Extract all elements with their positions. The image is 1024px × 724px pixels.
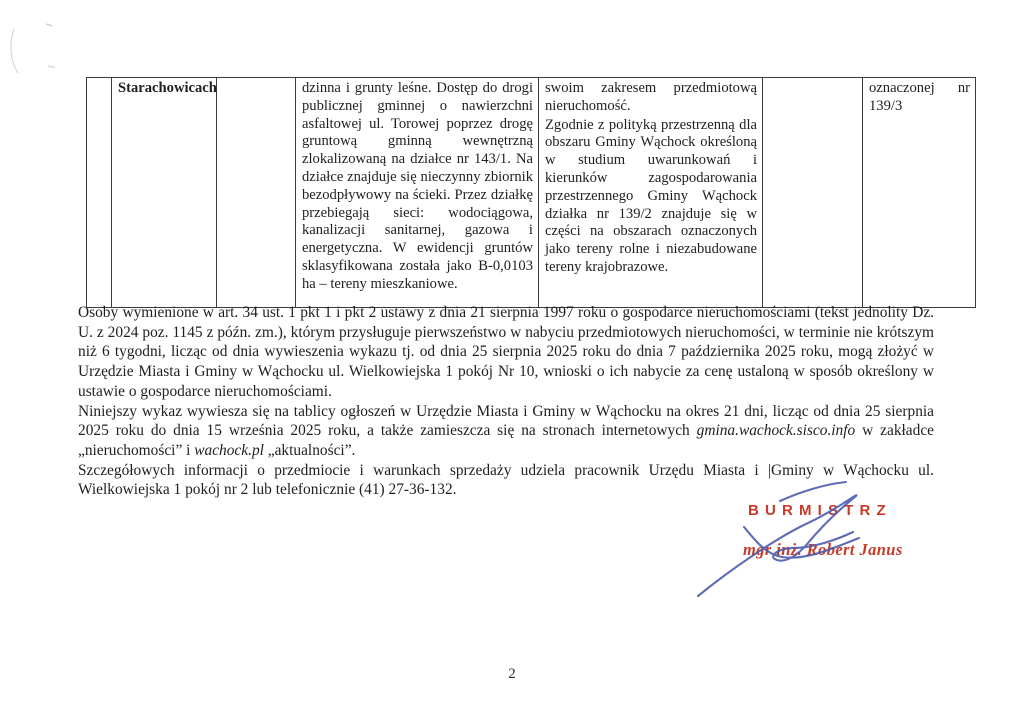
planning-info-part2: Zgodnie z polityką przestrzenną dla obszaru Gminy Wąchock określoną w studium uwarunkowań i kierunków zagospodarowania przestrzennego Gminy Wąchock działka nr 139/2 znajduje się w części na obszarach oznaczonych jako tereny rolne i niezabudowane tereny krajobrazowe. — [545, 116, 757, 275]
cell-locality: Starachowicach — [112, 78, 217, 308]
page-number: 2 — [508, 666, 516, 682]
publication-url-2: wachock.pl — [194, 441, 264, 459]
stamp-burmistrz-title: B U R M I S T R Z — [748, 502, 887, 519]
paragraph-priority-rights: Osoby wymienione w art. 34 ust. 1 pkt 1 i pkt 2 ustawy z dnia 21 sierpnia 1997 roku o gospodarce nieruchomościami (tekst jednolity Dz. U. z 2024 poz. 1145 z późn. zm.), którym przysługuje pierwszeństwo w nabyciu przedmiotowych nieruchomości, w terminie nie krótszym niż 6 tygodni, licząc od dnia wywieszenia wykazu tj. od dnia 25 sierpnia 2025 roku do dnia 7 października 2025 roku, mogą złożyć w Urzędzie Miasta i Gminy w Wąchocku ul. Wielkowiejska 1 pokój Nr 10, wnioski o ich nabycie za cenę ustaloną w sposób określony w ustawie o gospodarce nieruchomościami. — [78, 304, 934, 400]
property-description-text: dzinna i grunty leśne. Dostęp do drogi publicznej gminnej o nawierzchni asfaltowej ul. Torowej poprzez drogę gruntową gminną wewnętrzną zlokalizowaną na działce nr 143/1. Na działce znajduje się nieczynny zbiornik bezodpływowy na ścieki. Przez działkę przebiegają sieci: wodociągowa, kanalizacji sanitarnej, gazowa i energetyczna. W ewidencji gruntów sklasyfikowana została jako B-0,0103 ha – tereny mieszkaniowe. — [302, 80, 533, 292]
cell-property-description — [296, 78, 539, 308]
paragraph-publication — [78, 402, 934, 461]
publication-text-1: Niniejszy wykaz wywiesza się na tablicy ogłoszeń w Urzędzie Miasta i Gminy w Wąchocku na okres 21 dni, licząc od dnia 25 sierpnia 2025 roku do dnia 15 września 2025 roku, a także zamieszcza się na stronach internetowych — [78, 402, 934, 440]
table-row — [87, 78, 976, 308]
cell-index-empty — [87, 78, 112, 308]
publication-text-3: „aktualności”. — [263, 441, 356, 459]
planning-info-part1: swoim zakresem przedmiotową nieruchomość. — [545, 80, 757, 114]
handwritten-signature — [660, 468, 920, 608]
cell-empty-2 — [763, 78, 863, 308]
publication-url-1: gmina.wachock.sisco.info — [696, 422, 856, 440]
property-listing-table — [86, 77, 976, 308]
cell-parcel-designation: oznaczonej nr 139/3 — [863, 78, 976, 308]
table — [86, 77, 976, 308]
publication-text-2: w zakładce „nieruchomości” i — [78, 422, 934, 459]
cell-planning-info — [539, 78, 763, 308]
cell-empty-1 — [217, 78, 296, 308]
stamp-signatory-name: mgr inż. Robert Janus — [743, 540, 903, 559]
paragraph-contact-info: Szczegółowych informacji o przedmiocie i warunkach sprzedaży udziela pracownik Urzędu Miasta i |Gminy w Wąchocku ul. Wielkowiejska 1 pokój nr 2 lub telefonicznie (41) 27-36-132. — [78, 461, 934, 499]
scan-artifact-mark — [5, 15, 65, 85]
